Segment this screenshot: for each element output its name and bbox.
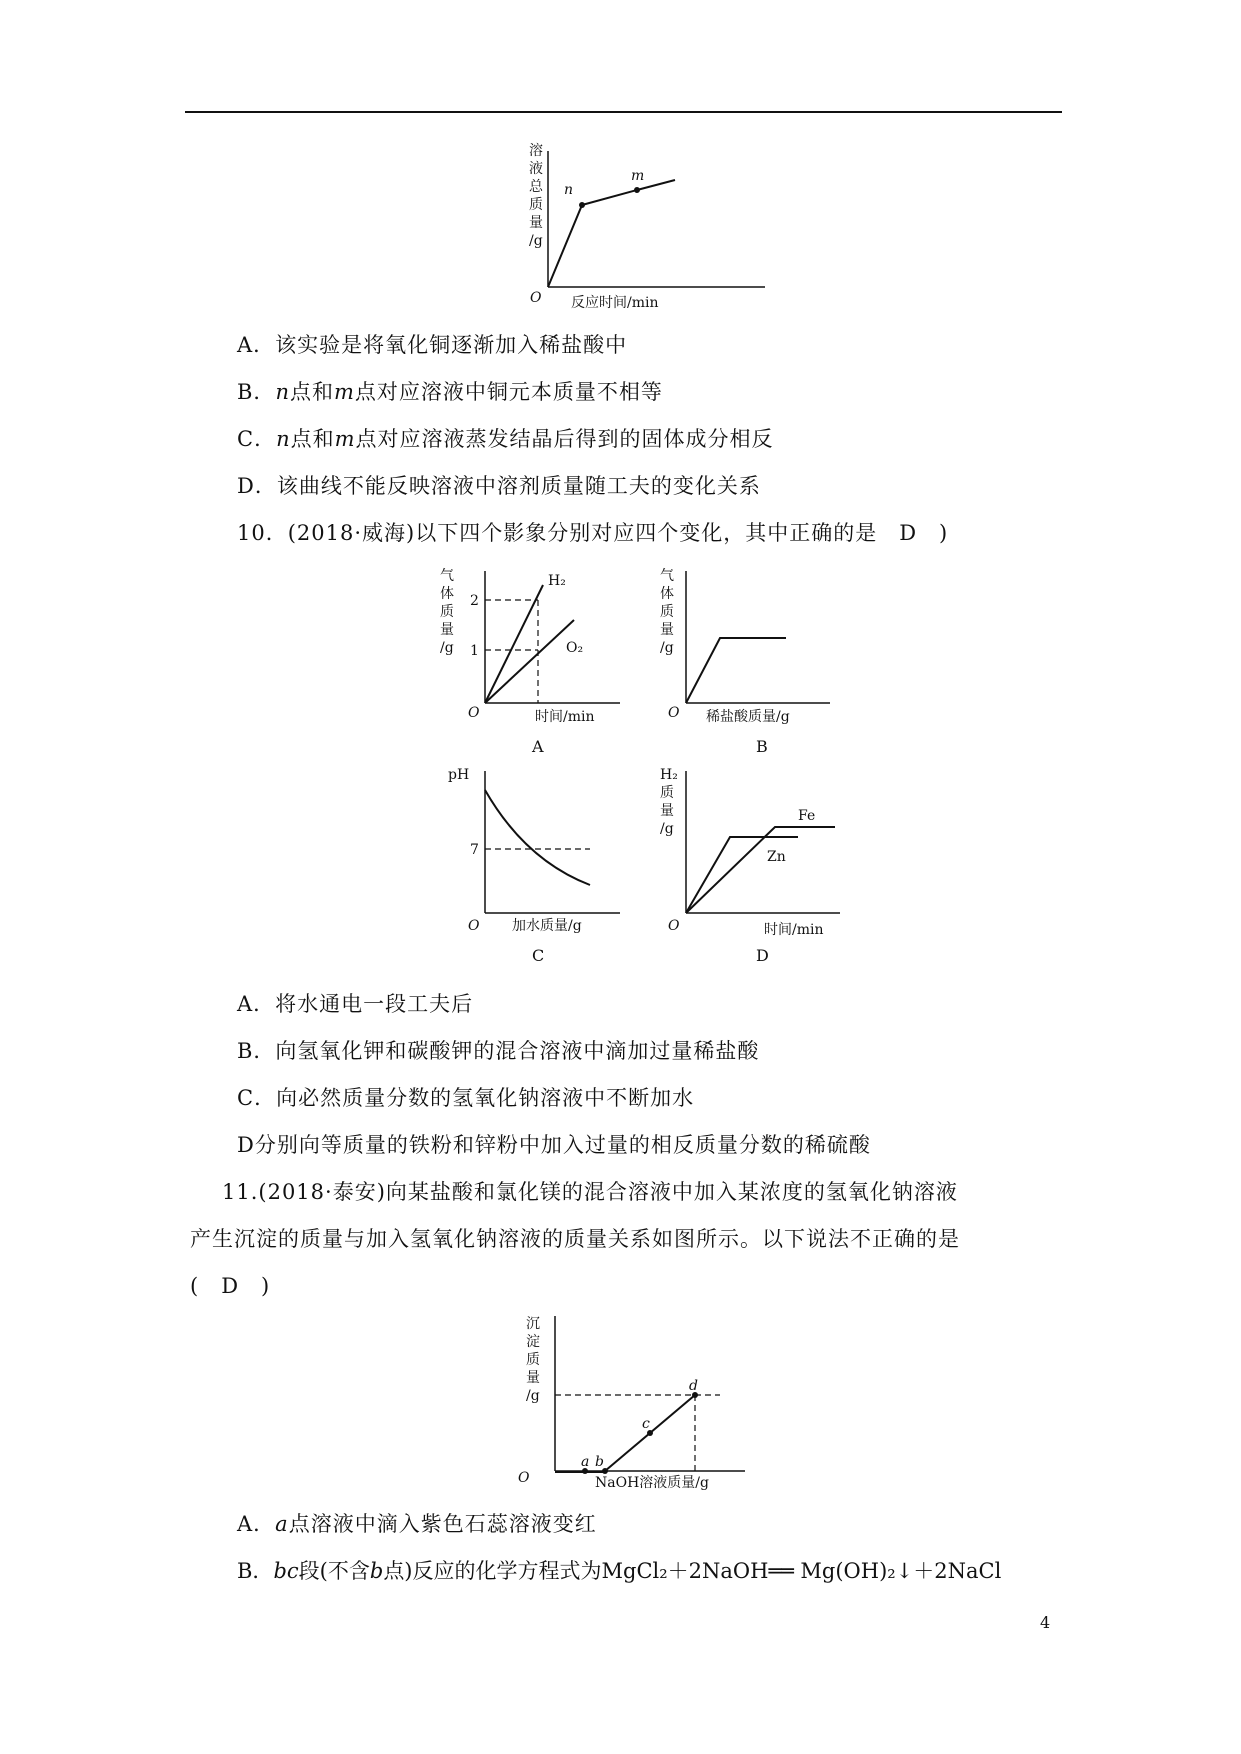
y-label-1: 溶 [529,143,543,159]
fig-a-ylabel-5: /g [440,640,454,656]
q11-xlabel: NaOH溶液质量/g [595,1475,709,1491]
fig-d-ylabel-1: H₂ [660,767,678,783]
fig-b-ylabel-1: 气 [660,568,674,584]
fig-d-ylabel-4: /g [660,821,674,837]
fig-d-ylabel-3: 量 [660,803,674,819]
fig-b-ylabel-5: /g [660,640,674,656]
fig-b-origin: O [668,705,680,721]
x-axis-label: 反应时间/min [571,295,659,311]
q11-option-a: A．a点溶液中滴入紫色石蕊溶液变红 [237,1512,597,1536]
fig-b-ylabel-3: 质 [660,604,674,620]
point-n-label: n [564,182,574,198]
y-label-2: 液 [529,161,543,177]
q9-option-b: B．n点和m点对应溶液中铜元本质量不相等 [237,380,663,404]
fig-b-ylabel-4: 量 [660,622,674,638]
figure-a [440,565,630,756]
q9-option-d: D．该曲线不能反映溶液中溶剂质量随工夫的变化关系 [237,474,761,498]
fig-a-tick-2: 2 [470,593,479,609]
fig-a-ylabel-2: 体 [440,586,454,602]
q10-option-c: C．向必然质量分数的氢氧化钠溶液中不断加水 [237,1086,695,1110]
header-rule [185,111,1062,113]
q11-point-b: b [595,1454,604,1470]
fig-d-ylabel-2: 质 [660,785,674,801]
y-label-5: 量 [529,215,543,231]
point-m-label: m [631,168,645,184]
fig-a-xlabel: 时间/min [535,709,595,725]
q11-origin: O [518,1470,530,1486]
origin-label: O [530,290,542,306]
fig-a-o2-label: O₂ [566,640,584,656]
fig-c-ylabel: pH [448,767,470,783]
fig-a-tick-1: 1 [470,643,479,659]
fig-b-xlabel: 稀盐酸质量/g [706,709,790,725]
fig-c-xlabel: 加水质量/g [512,918,582,934]
fig-b-ylabel-2: 体 [660,586,674,602]
q11-stem-2: 产生沉淀的质量与加入氢氧化钠溶液的质量关系如图所示。以下说法不正确的是 [190,1227,960,1251]
fig-c-origin: O [468,918,480,934]
fig-a-h2-label: H₂ [548,573,566,589]
y-label-6: /g [529,233,543,249]
fig-b-caption: B [756,737,768,756]
figure-precipitate-mass [518,1310,770,1491]
q11-point-a: a [581,1454,590,1470]
fig-d-xlabel: 时间/min [764,922,824,938]
figure-d [640,765,860,965]
fig-d-fe-label: Fe [798,808,816,824]
q11-ylabel-1: 沉 [526,1316,540,1332]
page-number: 4 [1040,1613,1051,1632]
fig-d-zn-label: Zn [767,849,786,865]
y-label-3: 总 [529,179,543,195]
figure-c [440,765,630,965]
q10-option-b: B．向氢氧化钾和碳酸钾的混合溶液中滴加过量稀盐酸 [237,1039,760,1063]
fig-a-ylabel-1: 气 [440,568,454,584]
figure-b [640,565,840,756]
fig-a-caption: A [532,737,544,756]
q10-option-a: A．将水通电一段工夫后 [237,992,474,1016]
fig-d-caption: D [756,946,769,965]
q11-option-b: B．bc段(不含b点)反应的化学方程式为MgCl₂＋2NaOH══ Mg(OH)₂↓＋2NaCl [237,1559,1002,1583]
fig-a-ylabel-4: 量 [440,622,454,638]
q11-ylabel-2: 淀 [526,1334,540,1350]
q10-option-d: D分别向等质量的铁粉和锌粉中加入过量的相反质量分数的稀硫酸 [237,1133,871,1157]
q9-option-a: A．该实验是将氧化铜逐渐加入稀盐酸中 [237,333,628,357]
fig-d-origin: O [668,918,680,934]
q11-stem-1: 11.(2018·泰安)向某盐酸和氯化镁的混合溶液中加入某浓度的氢氧化钠溶液 [222,1180,958,1204]
fig-a-origin: O [468,705,480,721]
figure-solution-mass [505,145,765,315]
q10-stem: 10．(2018·威海)以下四个影象分别对应四个变化，其中正确的是 D ) [237,521,949,545]
q11-point-d: d [689,1378,698,1394]
q11-stem-3: ( D ) [190,1274,271,1298]
y-label-4: 质 [529,197,543,213]
q11-ylabel-3: 质 [526,1352,540,1368]
fig-a-ylabel-3: 质 [440,604,454,620]
q11-ylabel-4: 量 [526,1370,540,1386]
q11-ylabel-5: /g [526,1388,540,1404]
fig-c-caption: C [532,946,545,965]
fig-c-tick-7: 7 [470,842,479,858]
q9-option-c: C．n点和m点对应溶液蒸发结晶后得到的固体成分相反 [237,427,774,451]
q11-point-c: c [642,1416,650,1432]
